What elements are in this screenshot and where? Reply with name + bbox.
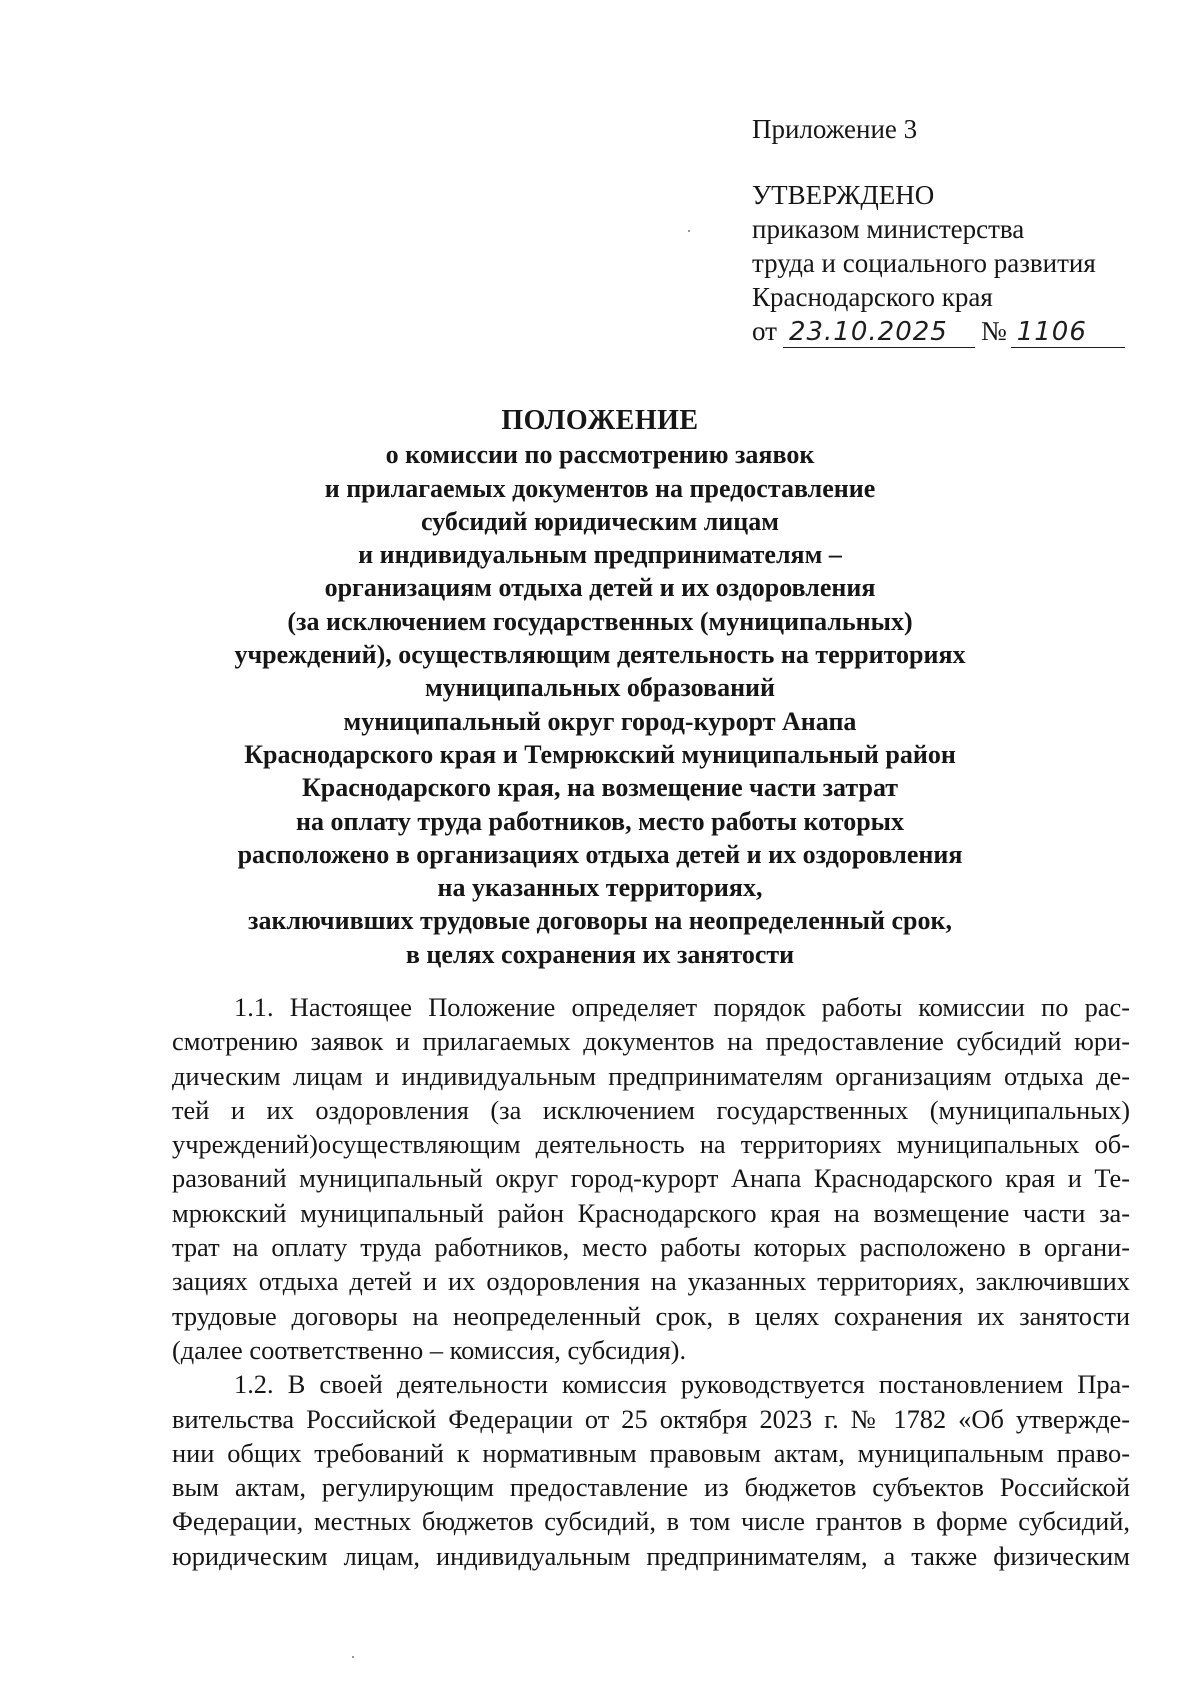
scan-speck (352, 1656, 354, 1658)
order-date-number-line (752, 314, 1172, 348)
title-heading: ПОЛОЖЕНИЕ (501, 405, 699, 436)
title-line: и прилагаемых документов на предоставление (324, 473, 876, 503)
scan-speck (688, 230, 690, 232)
body-line: разований муниципальный округ город-курорт Анапа Краснодарского края и Те- (172, 1163, 1130, 1194)
appendix-label: Приложение 3 (752, 114, 918, 144)
document-title (160, 404, 1040, 971)
body-line: вительства Российской Федерации от 25 октября 2023 г. № 1782 «Об утвержде- (172, 1403, 1130, 1434)
body-line: (далее соответственно – комиссия, субсидия). (172, 1334, 687, 1365)
title-line: муниципальный округ город-курорт Анапа (343, 706, 857, 736)
handwritten-number: 1106 (1011, 317, 1125, 348)
number-sign: № (980, 316, 1007, 346)
title-line: на оплату труда работников, место работы которых (296, 806, 904, 836)
title-line: субсидий юридическим лицам (421, 506, 779, 536)
body-line: Федерации, местных бюджетов субсидий, в том числе грантов в форме субсидий, (172, 1506, 1130, 1537)
body-line: мрюкский муниципальный район Краснодарского края на возмещение части за- (172, 1197, 1130, 1228)
body-line: зациях отдыха детей и их оздоровления на указанных территориях, заключивших (172, 1266, 1130, 1297)
approval-line-3: Краснодарского края (752, 282, 993, 312)
title-line: в целях сохранения их занятости (405, 939, 795, 969)
paragraph-1-1 (172, 990, 1130, 1367)
title-line: учреждений), осуществляющим деятельность на территориях (234, 640, 966, 670)
title-line: о комиссии по рассмотрению заявок (385, 440, 815, 470)
body-line: юридическим лицам, индивидуальным предпринимателям, а также физическим (172, 1540, 1130, 1571)
from-label: от (752, 316, 777, 346)
paragraph-1-2 (172, 1367, 1130, 1573)
body-line: 1.1. Настоящее Положение определяет порядок работы комиссии по рас- (234, 992, 1130, 1022)
body-line: смотрению заявок и прилагаемых документов на предоставление субсидий юри- (172, 1026, 1130, 1057)
approved-label: УТВЕРЖДЕНО (752, 180, 935, 210)
title-line: и индивидуальным предпринимателям – (358, 540, 842, 570)
title-line: муниципальных образований (424, 673, 776, 703)
title-line: Краснодарского края и Темрюкский муниципальный район (244, 739, 956, 769)
title-line: на указанных территориях, (437, 873, 763, 903)
body-line: 1.2. В своей деятельности комиссия руководствуется постановлением Пра- (234, 1369, 1130, 1400)
body-line: вым актам, регулирующим предоставление из бюджетов субъектов Российской (172, 1472, 1130, 1503)
approval-block (752, 112, 1172, 348)
body-line: учреждений)осуществляющим деятельность на территориях муниципальных об- (172, 1129, 1130, 1160)
title-line: заключивших трудовые договоры на неопределенный срок, (248, 906, 952, 936)
body-line: дическим лицам и индивидуальным предпринимателям организациям отдыха де- (172, 1060, 1130, 1091)
approval-line-1: приказом министерства (752, 214, 1025, 244)
title-line: расположено в организациях отдыха детей и их оздоровления (237, 839, 963, 869)
body-line: трудовые договоры на неопределенный срок, в целях сохранения их занятости (172, 1300, 1130, 1331)
title-line: (за исключением государственных (муниципальных) (287, 606, 913, 636)
body-line: нии общих требований к нормативным правовым актам, муниципальным право- (172, 1437, 1130, 1468)
body-line: трат на оплату труда работников, место работы которых расположено в органи- (172, 1232, 1130, 1263)
body-line: тей и их оздоровления (за исключением государственных (муниципальных) (172, 1094, 1130, 1125)
document-body (172, 990, 1130, 1573)
title-line: Краснодарского края, на возмещение части затрат (301, 773, 899, 803)
handwritten-date: 23.10.2025 (783, 317, 975, 348)
approval-line-2: труда и социального развития (752, 248, 1096, 278)
title-line: организациям отдыха детей и их оздоровления (324, 573, 876, 603)
